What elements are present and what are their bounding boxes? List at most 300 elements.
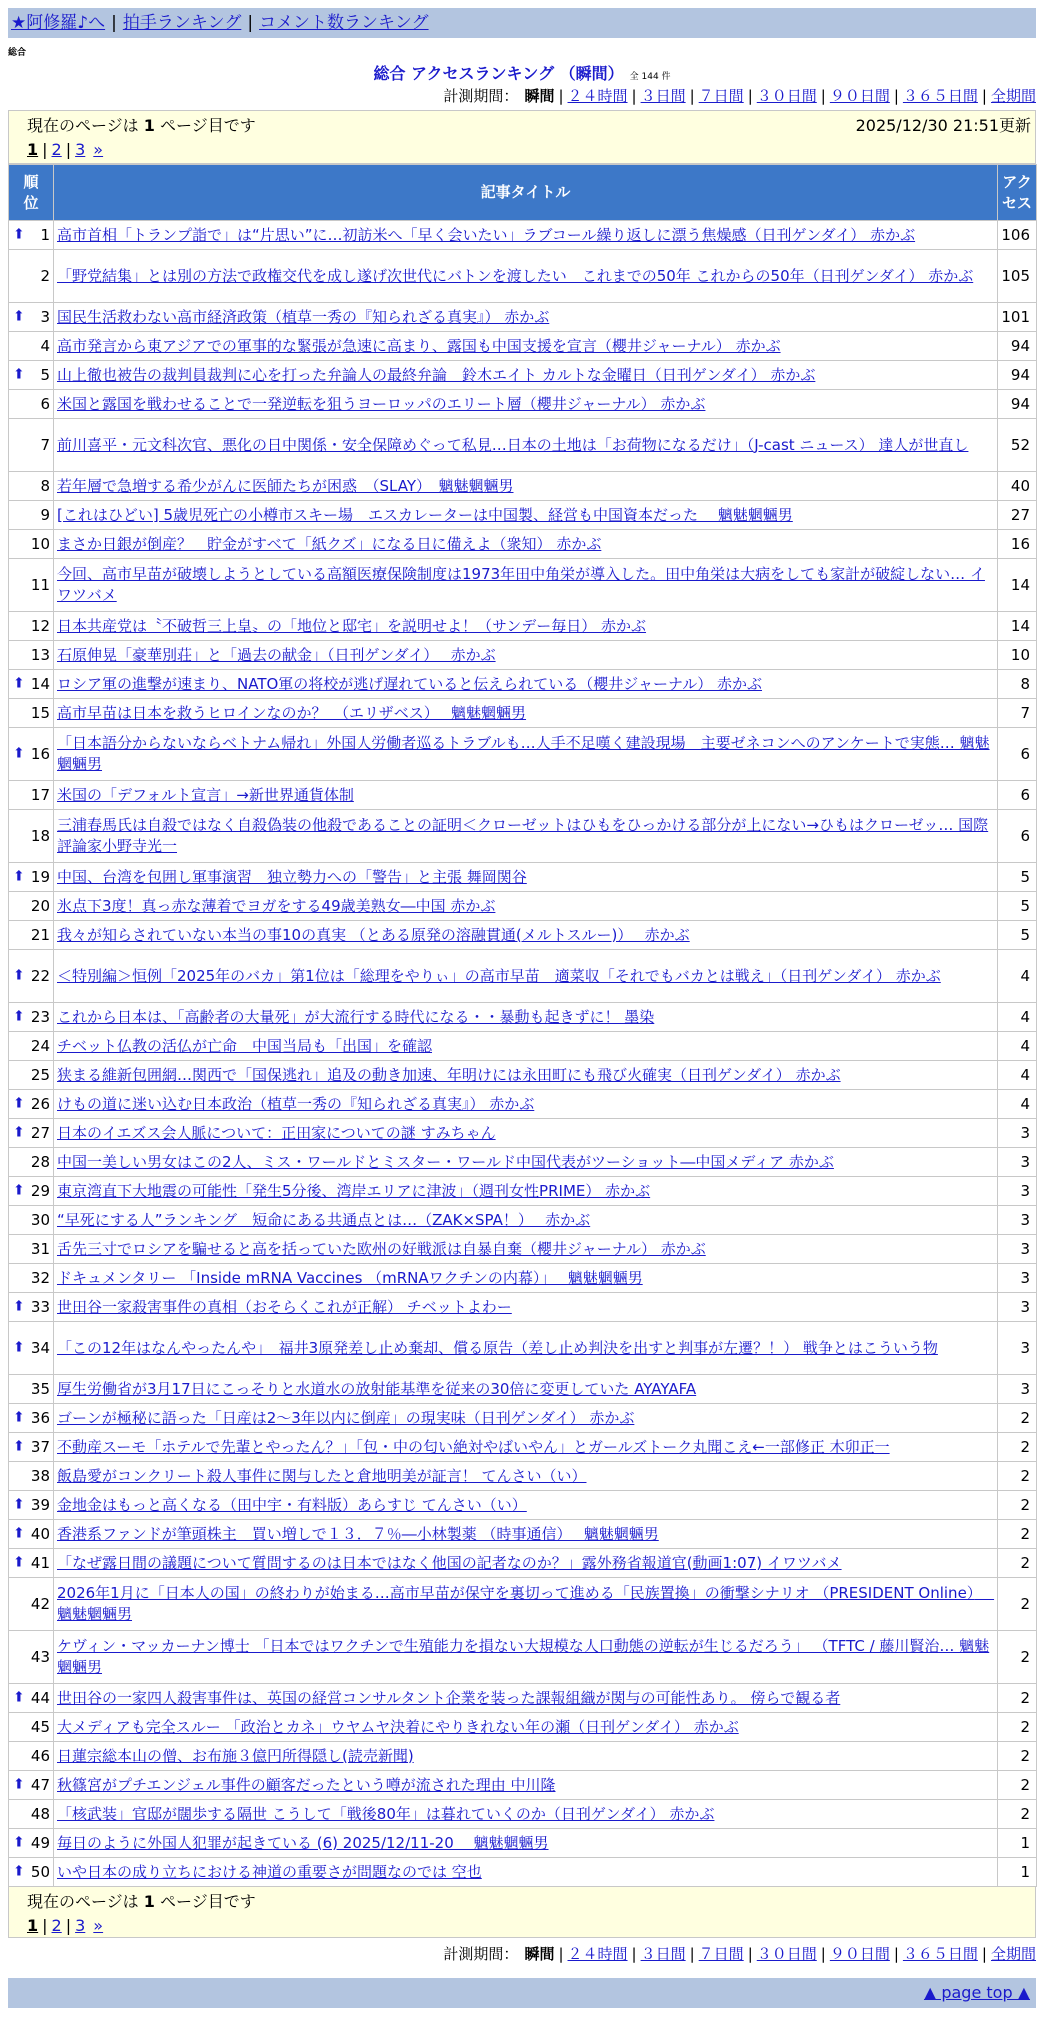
article-title-link[interactable]: 狭まる維新包囲網…関西で「国保逃れ」追及の動き加速、年明けには永田町にも飛び火確実（日刊ゲンダイ） 赤かぶ [57, 1065, 841, 1084]
period-option-link[interactable]: ３日間 [640, 1945, 686, 1963]
rank-number: 45 [30, 1717, 50, 1736]
access-count: 5 [998, 863, 1037, 892]
title-cell [54, 472, 998, 501]
access-count: 2 [998, 1742, 1037, 1771]
article-title-link[interactable]: [これはひどい] 5歳児死亡の小樽市スキー場 エスカレーターは中国製、経営も中国資本だった 魑魅魍魎男 [57, 505, 793, 524]
rank-number: 36 [30, 1408, 50, 1427]
category-tag: 総合 [8, 48, 27, 58]
article-title-link[interactable]: 「なぜ露日間の議題について質問するのは日本ではなく他国の記者なのか？」露外務省報道官(動画1:07) イワツバメ [57, 1553, 842, 1572]
table-row [9, 1404, 1037, 1433]
rank-cell [9, 1375, 54, 1404]
article-title-link[interactable]: 2026年1月に「日本人の国」の終わりが始まる…高市早苗が保守を裏切って進める「民族置換」の衝撃シナリオ （PRESIDENT Online） 魑魅魍魎男 [57, 1584, 995, 1623]
pager-top [8, 110, 1036, 164]
rank-number: 49 [30, 1833, 50, 1852]
period-option-link[interactable]: ３日間 [640, 87, 686, 105]
article-title-link[interactable]: 厚生労働省が3月17日にこっそりと水道水の放射能基準を従来の30倍に変更していた AYAYAFA [57, 1379, 697, 1398]
rank-number: 35 [30, 1379, 50, 1398]
table-row [9, 950, 1037, 1003]
title-header: 記事タイトル [54, 165, 998, 221]
comment-ranking-link[interactable]: コメント数ランキング [259, 13, 429, 33]
separator: | [689, 1945, 695, 1963]
access-count: 52 [998, 419, 1037, 472]
article-title-link[interactable]: 高市早苗は日本を救うヒロインなのか？ （エリザベス） 魑魅魍魎男 [57, 703, 527, 722]
up-arrow-icon: ⬆ [13, 1124, 25, 1141]
rank-number: 29 [30, 1181, 50, 1200]
rank-number: 14 [30, 674, 50, 693]
access-count: 2 [998, 1800, 1037, 1829]
rank-number: 22 [30, 966, 50, 985]
table-row [9, 670, 1037, 699]
rank-number: 47 [30, 1775, 50, 1794]
current-page-number: 1 [27, 1916, 39, 1935]
article-title-link[interactable]: けもの道に迷い込む日本政治（植草一秀の『知られざる真実』） 赤かぶ [57, 1094, 535, 1113]
access-count: 2 [998, 1549, 1037, 1578]
table-row [9, 699, 1037, 728]
article-title-link[interactable]: 中国、台湾を包囲し軍事演習 独立勢力への「警告」と主張 舞岡関谷 [57, 867, 527, 886]
access-count: 94 [998, 390, 1037, 419]
article-title-link[interactable]: ドキュメンタリー 「Inside mRNA Vaccines （mRNAワクチンの内幕）」 魑魅魍魎男 [57, 1268, 643, 1287]
title-cell [54, 699, 998, 728]
title-cell [54, 1713, 998, 1742]
table-row [9, 332, 1037, 361]
rank-number: 5 [40, 365, 50, 384]
period-option-link[interactable]: ７日間 [698, 87, 744, 105]
period-option-link[interactable]: ７日間 [698, 1945, 744, 1963]
table-row [9, 1549, 1037, 1578]
rank-cell [9, 390, 54, 419]
separator: | [247, 13, 254, 33]
article-title-link[interactable]: 世田谷一家殺害事件の真相（おそらくこれが正解） チベットよわー [57, 1297, 512, 1316]
up-arrow-icon: ⬆ [13, 1496, 25, 1513]
table-row [9, 1462, 1037, 1491]
article-title-link[interactable]: 石原伸晃「豪華別荘」と「過去の献金」（日刊ゲンダイ） 赤かぶ [57, 645, 496, 664]
table-row [9, 1742, 1037, 1771]
article-title-link[interactable]: 不動産スーモ「ホテルで先輩とやったん？」「包・中の匂い絶対やばいやん」とガールズトーク丸聞こえ←一部修正 木卯正一 [57, 1437, 890, 1456]
access-count: 14 [998, 559, 1037, 612]
updated-timestamp: 2025/12/30 21:51更新 [855, 116, 1031, 135]
table-row [9, 530, 1037, 559]
title-cell [54, 332, 998, 361]
rank-cell [9, 1713, 54, 1742]
home-link[interactable]: ★阿修羅♪へ [11, 13, 106, 33]
article-title-link[interactable]: 高市発言から東アジアでの軍事的な緊張が急速に高まり、露国も中国支援を宣言（櫻井ジャーナル） 赤かぶ [57, 336, 781, 355]
next-page-link[interactable]: » [93, 140, 104, 159]
table-row [9, 1061, 1037, 1090]
rank-cell [9, 303, 54, 332]
rank-number: 32 [30, 1268, 50, 1287]
rank-number: 44 [30, 1688, 50, 1707]
rank-number: 37 [30, 1437, 50, 1456]
page-link[interactable]: 2 [51, 1916, 62, 1935]
table-row [9, 1148, 1037, 1177]
separator: | [558, 87, 564, 105]
rank-number: 6 [40, 394, 50, 413]
rank-number: 42 [30, 1594, 50, 1613]
access-count: 1 [998, 1829, 1037, 1858]
title-cell [54, 950, 998, 1003]
article-title-link[interactable]: 高市首相「トランプ詣で」は“片思い”に…初訪米へ「早く会いたい」ラブコール繰り返しに漂う焦燥感（日刊ゲンダイ） 赤かぶ [57, 225, 916, 244]
title-cell [54, 1003, 998, 1032]
rank-cell [9, 892, 54, 921]
access-count: 3 [998, 1235, 1037, 1264]
access-count: 106 [998, 221, 1037, 250]
table-row [9, 1684, 1037, 1713]
access-count: 3 [998, 1206, 1037, 1235]
title-cell [54, 1684, 998, 1713]
period-option-link[interactable]: ３０日間 [756, 87, 817, 105]
rank-cell [9, 699, 54, 728]
title-cell [54, 1631, 998, 1684]
table-row [9, 1177, 1037, 1206]
rank-number: 43 [30, 1647, 50, 1666]
article-title-link[interactable]: 「核武装」官邸が闊歩する隔世 こうして「戦後80年」は暮れていくのか（日刊ゲンダイ） 赤かぶ [57, 1804, 715, 1823]
article-title-link[interactable]: 毎日のように外国人犯罪が起きている (6) 2025/12/11-20 魑魅魍魎男 [57, 1833, 549, 1852]
access-count: 2 [998, 1433, 1037, 1462]
title-cell [54, 530, 998, 559]
separator: | [820, 87, 826, 105]
up-arrow-icon: ⬆ [13, 1008, 25, 1025]
rank-cell [9, 501, 54, 530]
page-links [27, 1915, 1017, 1936]
title-cell [54, 1578, 998, 1631]
access-count: 7 [998, 699, 1037, 728]
rank-number: 16 [30, 744, 50, 763]
table-row [9, 1433, 1037, 1462]
article-title-link[interactable]: 日本のイエズス会人脈について：正田家についての謎 すみちゃん [57, 1123, 496, 1142]
period-option-link[interactable]: ２４時間 [567, 1945, 628, 1963]
title-cell [54, 1549, 998, 1578]
title-cell [54, 250, 998, 303]
rank-cell [9, 1549, 54, 1578]
current-page-text: 現在のページは 1 ページ目です [27, 1892, 256, 1911]
up-arrow-icon: ⬆ [13, 226, 25, 243]
separator: | [631, 87, 637, 105]
article-title-link[interactable]: 大メディアも完全スルー 「政治とカネ」ウヤムヤ決着にやりきれない年の瀬（日刊ゲンダイ） 赤かぶ [57, 1717, 739, 1736]
rank-number: 17 [30, 785, 50, 804]
access-count: 40 [998, 472, 1037, 501]
page-links [27, 139, 1017, 160]
article-title-link[interactable]: 若年層で急増する希少がんに医師たちが困惑 （SLAY） 魑魅魍魎男 [57, 476, 514, 495]
title-cell [54, 303, 998, 332]
title-cell [54, 1800, 998, 1829]
rank-number: 23 [30, 1007, 50, 1026]
rank-cell [9, 472, 54, 501]
rank-cell [9, 1684, 54, 1713]
table-row [9, 501, 1037, 530]
rank-cell [9, 332, 54, 361]
rank-number: 46 [30, 1746, 50, 1765]
rank-number: 26 [30, 1094, 50, 1113]
rank-number: 40 [30, 1524, 50, 1543]
up-arrow-icon: ⬆ [13, 1525, 25, 1542]
separator: | [65, 140, 72, 159]
access-count: 2 [998, 1520, 1037, 1549]
article-title-link[interactable]: 米国と露国を戦わせることで一発逆転を狙うヨーロッパのエリート層（櫻井ジャーナル） 赤かぶ [57, 394, 706, 413]
period-current: 瞬間 [524, 87, 555, 105]
up-arrow-icon: ⬆ [13, 308, 25, 325]
article-title-link[interactable]: 「日本語分からないならベトナム帰れ」外国人労働者巡るトラブルも…人手不足嘆く建設現場 主要ゼネコンへのアンケートで実態… 魑魅魍魎男 [57, 734, 990, 773]
rank-cell [9, 1578, 54, 1631]
separator: | [820, 1945, 826, 1963]
up-arrow-icon: ⬆ [13, 745, 25, 762]
article-title-link[interactable]: 米国の「デフォルト宣言」→新世界通貨体制 [57, 785, 354, 804]
access-count: 4 [998, 1061, 1037, 1090]
table-row [9, 221, 1037, 250]
article-title-link[interactable]: 「この12年はなんやったんや」 福井3原発差し止め棄却、償る原告（差し止め判決を出すと判事が左遷？！） 戦争とはこういう物 [57, 1338, 938, 1357]
pager-bottom [8, 1886, 1036, 1938]
table-row [9, 863, 1037, 892]
rank-cell [9, 1206, 54, 1235]
rank-cell [9, 1003, 54, 1032]
table-row [9, 1119, 1037, 1148]
article-title-link[interactable]: ロシア軍の進撃が速まり、NATO軍の将校が逃げ遅れていると伝えられている（櫻井ジャーナル） 赤かぶ [57, 674, 763, 693]
article-title-link[interactable]: 東京湾直下大地震の可能性「発生5分後、湾岸エリアに津波」（週刊女性PRIME） 赤かぶ [57, 1181, 651, 1200]
rank-cell [9, 1177, 54, 1206]
rank-cell [9, 781, 54, 810]
title-cell [54, 1061, 998, 1090]
period-selector-bottom [443, 1944, 1036, 1964]
table-row [9, 1032, 1037, 1061]
access-count: 105 [998, 250, 1037, 303]
article-title-link[interactable]: 世田谷の一家四人殺害事件は、英国の経営コンサルタント企業を装った課報組織が関与の可能性あり。 傍らで観る者 [57, 1688, 841, 1707]
rank-cell [9, 612, 54, 641]
period-option-link[interactable]: ３６５日間 [902, 87, 978, 105]
rank-number: 4 [40, 336, 50, 355]
article-title-link[interactable]: 我々が知らされていない本当の事10の真実 （とある原発の溶融貫通(メルトスルー)） 赤かぶ [57, 925, 690, 944]
table-row [9, 1206, 1037, 1235]
rank-number: 34 [30, 1338, 50, 1357]
rank-number: 8 [40, 476, 50, 495]
article-title-link[interactable]: 今回、高市早苗が破壊しようとしている高額医療保険制度は1973年田中角栄が導入した。田中角栄は大病をしても家計が破綻しない… イワツバメ [57, 565, 985, 604]
up-arrow-icon: ⬆ [13, 967, 25, 984]
up-arrow-icon: ⬆ [13, 1863, 25, 1880]
period-option-link[interactable]: ３６５日間 [902, 1945, 978, 1963]
access-count: 8 [998, 670, 1037, 699]
article-title-link[interactable]: 日蓮宗総本山の僧、お布施３億円所得隠し(読売新聞) [57, 1746, 414, 1765]
current-page-number: 1 [27, 140, 39, 159]
access-count: 2 [998, 1578, 1037, 1631]
rank-cell [9, 728, 54, 781]
rank-number: 20 [30, 896, 50, 915]
page-link[interactable]: 3 [75, 140, 86, 159]
rank-number: 33 [30, 1297, 50, 1316]
rank-cell [9, 641, 54, 670]
table-row [9, 1003, 1037, 1032]
access-count: 4 [998, 1090, 1037, 1119]
separator: | [111, 13, 117, 33]
article-title-link[interactable]: いや日本の成り立ちにおける神道の重要さが問題なのでは 空也 [57, 1862, 482, 1881]
title-cell [54, 1293, 998, 1322]
title-cell [54, 921, 998, 950]
rank-cell [9, 1433, 54, 1462]
up-arrow-icon: ⬆ [13, 1834, 25, 1851]
access-count: 94 [998, 332, 1037, 361]
title-cell [54, 1235, 998, 1264]
article-title-link[interactable]: 飯島愛がコンクリート殺人事件に関与したと倉地明美が証言！ てんさい（い） [57, 1466, 587, 1485]
rank-cell [9, 1491, 54, 1520]
access-count: 16 [998, 530, 1037, 559]
access-count: 5 [998, 921, 1037, 950]
access-count: 3 [998, 1264, 1037, 1293]
article-title-link[interactable]: 山上徹也被告の裁判員裁判に心を打った弁論人の最終弁論 鈴木エイト カルトな金曜日（日刊ゲンダイ） 赤かぶ [57, 365, 816, 384]
rank-number: 39 [30, 1495, 50, 1514]
article-title-link[interactable]: 氷点下3度！真っ赤な薄着でヨガをする49歳美熟女―中国 赤かぶ [57, 896, 496, 915]
rank-number: 9 [40, 505, 50, 524]
title-cell [54, 1177, 998, 1206]
rank-number: 28 [30, 1152, 50, 1171]
separator: | [689, 87, 695, 105]
clap-ranking-link[interactable]: 拍手ランキング [122, 13, 242, 33]
article-title-link[interactable]: 三浦春馬氏は自殺ではなく自殺偽装の他殺であることの証明＜クローゼットはひもをひっかける部分が上にない→ひもはクローゼッ… 国際評論家小野寺光一 [57, 816, 989, 855]
article-title-link[interactable]: 秋篠宮がプチエンジェル事件の顧客だったという噂が流された理由 中川隆 [57, 1775, 556, 1794]
table-row [9, 1491, 1037, 1520]
up-arrow-icon: ⬆ [13, 1298, 25, 1315]
title-cell [54, 1032, 998, 1061]
title-cell [54, 1520, 998, 1549]
up-arrow-icon: ⬆ [13, 1438, 25, 1455]
table-row [9, 1235, 1037, 1264]
title-cell [54, 1119, 998, 1148]
rank-number: 21 [30, 925, 50, 944]
up-arrow-icon: ⬆ [13, 868, 25, 885]
access-count: 4 [998, 950, 1037, 1003]
next-page-link[interactable]: » [93, 1916, 104, 1935]
rank-cell [9, 1858, 54, 1887]
period-option-link[interactable]: 全期間 [990, 87, 1036, 105]
table-row [9, 641, 1037, 670]
rank-cell [9, 1742, 54, 1771]
rank-cell [9, 559, 54, 612]
rank-header: 順位 [9, 165, 54, 221]
access-count: 2 [998, 1684, 1037, 1713]
table-row [9, 892, 1037, 921]
bottom-bar [8, 1978, 1036, 2008]
ranking-table [8, 164, 1037, 1887]
period-option-link[interactable]: ９０日間 [829, 87, 890, 105]
period-option-link[interactable]: ９０日間 [829, 1945, 890, 1963]
rank-cell [9, 1264, 54, 1293]
access-count: 3 [998, 1375, 1037, 1404]
rank-cell [9, 221, 54, 250]
rank-cell [9, 1829, 54, 1858]
access-count: 1 [998, 1858, 1037, 1887]
rank-cell [9, 419, 54, 472]
title-cell [54, 419, 998, 472]
rank-cell [9, 1771, 54, 1800]
ranking-rows [9, 221, 1037, 1887]
access-count: 2 [998, 1713, 1037, 1742]
article-title-link[interactable]: 香港系ファンドが筆頭株主 買い増しで１３．７％―小林製薬 （時事通信） 魑魅魍魎男 [57, 1524, 659, 1543]
article-title-link[interactable]: “早死にする人”ランキング 短命にある共通点とは…（ZAK×SPA！） 赤かぶ [57, 1210, 591, 1229]
title-cell [54, 501, 998, 530]
table-row [9, 1264, 1037, 1293]
article-title-link[interactable]: まさか日銀が倒産？ 貯金がすべて「紙クズ」になる日に備えよ（衆知） 赤かぶ [57, 534, 602, 553]
title-cell [54, 1491, 998, 1520]
rank-number: 48 [30, 1804, 50, 1823]
page-title: 総合 アクセスランキング （瞬間） [373, 64, 624, 83]
table-row [9, 1090, 1037, 1119]
separator: | [42, 140, 48, 159]
period-option-link[interactable]: ３０日間 [756, 1945, 817, 1963]
table-row [9, 921, 1037, 950]
rank-cell [9, 1631, 54, 1684]
period-option-link[interactable]: 全期間 [990, 1945, 1036, 1963]
article-title-link[interactable]: 中国一美しい男女はこの2人、ミス・ワールドとミスター・ワールド中国代表がツーショット―中国メディア 赤かぶ [57, 1152, 834, 1171]
table-row [9, 1829, 1037, 1858]
up-arrow-icon: ⬆ [13, 675, 25, 692]
article-title-link[interactable]: ＜特別編＞恒例「2025年のバカ」第1位は「総理をやりぃ」の高市早苗 適菜収「それでもバカとは戦え」（日刊ゲンダイ） 赤かぶ [57, 966, 941, 985]
article-title-link[interactable]: チベット仏教の活仏が亡命 中国当局も「出国」を確認 [57, 1036, 433, 1055]
title-cell [54, 1375, 998, 1404]
separator: | [747, 1945, 753, 1963]
separator: | [631, 1945, 637, 1963]
rank-number: 3 [40, 307, 50, 326]
access-count: 4 [998, 1032, 1037, 1061]
page-top-link[interactable]: ▲ page top ▲ [923, 1983, 1030, 2002]
separator: | [42, 1916, 48, 1935]
up-arrow-icon: ⬆ [13, 1095, 25, 1112]
title-cell [54, 1771, 998, 1800]
article-title-link[interactable]: 日本共産党は〝不破哲三上皇〟の「地位と邸宅」を説明せよ！（サンデー毎日） 赤かぶ [57, 616, 647, 635]
table-row [9, 472, 1037, 501]
access-count: 2 [998, 1631, 1037, 1684]
table-row [9, 1322, 1037, 1375]
article-title-link[interactable]: 舌先三寸でロシアを騙せると高を括っていた欧州の好戦派は自暴自棄（櫻井ジャーナル） 赤かぶ [57, 1239, 706, 1258]
article-title-link[interactable]: ケヴィン・マッカーナン博士 「日本ではワクチンで生殖能力を損ない大規模な人口動態の逆転が生じるだろう」 （TFTC / 藤川賢治… 魑魅魍魎男 [57, 1637, 990, 1676]
rank-number: 18 [30, 826, 50, 845]
page-link[interactable]: 3 [75, 1916, 86, 1935]
separator: | [558, 1945, 564, 1963]
item-count: 全 144 件 [629, 72, 671, 82]
article-title-link[interactable]: 前川喜平・元文科次官、悪化の日中関係・安全保障めぐって私見…日本の土地は「お荷物になるだけ」（J-cast ニュース） 達人が世直し [57, 435, 969, 454]
access-count: 2 [998, 1462, 1037, 1491]
title-cell [54, 559, 998, 612]
page-heading [8, 64, 1036, 87]
article-title-link[interactable]: 「野党結集」とは別の方法で政権交代を成し遂げ次世代にバトンを渡したい これまでの50年 これからの50年（日刊ゲンダイ） 赤かぶ [57, 266, 974, 285]
access-count: 4 [998, 1003, 1037, 1032]
table-row [9, 1771, 1037, 1800]
table-row [9, 390, 1037, 419]
article-title-link[interactable]: 金地金はもっと高くなる（田中宇・有料版）あらすじ てんさい（い） [57, 1495, 527, 1514]
rank-number: 10 [30, 534, 50, 553]
period-option-link[interactable]: ２４時間 [567, 87, 628, 105]
rank-number: 19 [30, 867, 50, 886]
article-title-link[interactable]: これから日本は、「高齢者の大量死」が大流行する時代になる・・暴動も起きずに！ 墨染 [57, 1007, 655, 1026]
rank-cell [9, 1293, 54, 1322]
rank-cell [9, 1090, 54, 1119]
access-count: 101 [998, 303, 1037, 332]
title-cell [54, 221, 998, 250]
title-cell [54, 612, 998, 641]
title-cell [54, 1462, 998, 1491]
access-count: 3 [998, 1293, 1037, 1322]
table-row [9, 559, 1037, 612]
separator: | [65, 1916, 72, 1935]
article-title-link[interactable]: 国民生活救わない高市経済政策（植草一秀の『知られざる真実』） 赤かぶ [57, 307, 550, 326]
title-cell [54, 1206, 998, 1235]
access-count: 2 [998, 1404, 1037, 1433]
rank-cell [9, 1148, 54, 1177]
up-arrow-icon: ⬆ [13, 1776, 25, 1793]
period-label: 計測期間： [443, 87, 519, 105]
page-link[interactable]: 2 [51, 140, 62, 159]
rank-cell [9, 1235, 54, 1264]
rank-cell [9, 1322, 54, 1375]
table-row [9, 303, 1037, 332]
rank-cell [9, 361, 54, 390]
title-cell [54, 390, 998, 419]
article-title-link[interactable]: ゴーンが極秘に語った「日産は2～3年以内に倒産」の現実味（日刊ゲンダイ） 赤かぶ [57, 1408, 635, 1427]
